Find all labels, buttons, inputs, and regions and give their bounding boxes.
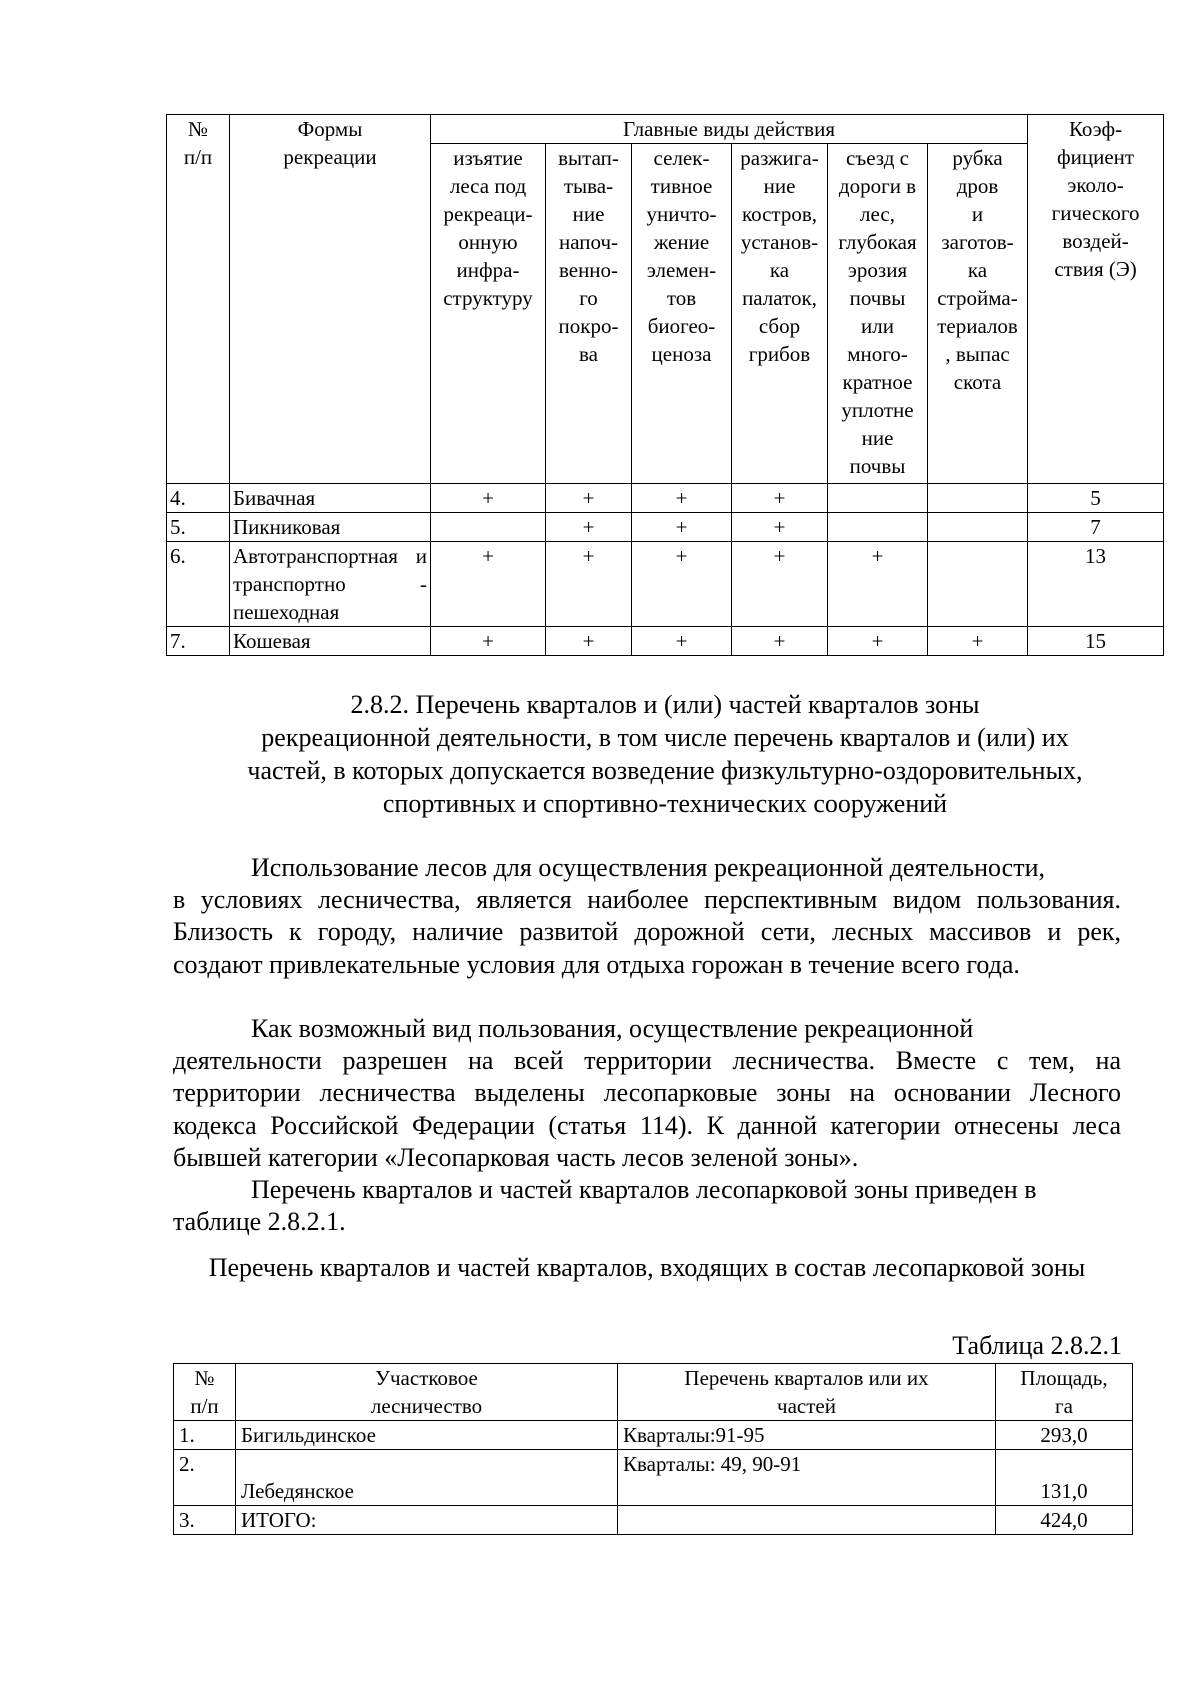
row-mark bbox=[828, 513, 928, 542]
row-num: 4. bbox=[167, 484, 230, 513]
header-coefficient: Коэф- фициент эколо- гического воздей- ствия (Э) bbox=[1028, 115, 1164, 484]
row-coefficient: 5 bbox=[1028, 484, 1164, 513]
table-row bbox=[174, 1506, 1133, 1535]
row-quarters: Кварталы:91-95 bbox=[618, 1421, 996, 1450]
paragraph-first-line: Использование лесов для осуществления рекреационной деятельности, bbox=[251, 853, 1045, 882]
row-mark: + bbox=[546, 542, 632, 627]
forest-park-quarters-table bbox=[173, 1363, 1133, 1535]
row-num: 3. bbox=[174, 1506, 236, 1535]
paragraph-text: в условиях лесничества, является наиболее перспективным видом пользования. Близость к городу, наличие развитой дорожной сети, лесных массивов и рек, создают привлекательные условия для отдыха горожан в течение всего года. bbox=[173, 885, 1121, 979]
row-num: 5. bbox=[167, 513, 230, 542]
table-row bbox=[167, 542, 1164, 627]
row-num: 1. bbox=[174, 1421, 236, 1450]
heading-line: 2.8.2. Перечень кварталов и (или) частей кварталов зоны bbox=[350, 690, 980, 719]
row-mark: + bbox=[632, 513, 732, 542]
recreation-impact-table bbox=[166, 114, 1164, 656]
header-action-3: селек- тивное уничто- жение элемен- тов биогео- ценоза bbox=[632, 144, 732, 484]
row-mark: + bbox=[732, 627, 828, 656]
row-mark: + bbox=[431, 542, 546, 627]
table-row bbox=[174, 1450, 1133, 1506]
row-mark: + bbox=[928, 627, 1028, 656]
row-mark: + bbox=[828, 627, 928, 656]
header-forms: Формы рекреации bbox=[230, 115, 431, 484]
row-mark: + bbox=[732, 484, 828, 513]
header-action-6: рубка дров и заготов- ка стройма- териалов , выпас скота bbox=[928, 144, 1028, 484]
row-mark bbox=[928, 513, 1028, 542]
row-coefficient: 7 bbox=[1028, 513, 1164, 542]
header-quarters: Перечень кварталов или их частей bbox=[618, 1364, 996, 1421]
row-mark: + bbox=[732, 513, 828, 542]
row-mark: + bbox=[546, 627, 632, 656]
header-action-4: разжига- ние костров, установ- ка палаток, сбор грибов bbox=[732, 144, 828, 484]
paragraph-first-line: Перечень кварталов и частей кварталов лесопарковой зоны приведен в bbox=[251, 1175, 1037, 1204]
row-mark: + bbox=[632, 542, 732, 627]
row-mark: + bbox=[632, 484, 732, 513]
row-mark: + bbox=[431, 484, 546, 513]
row-mark bbox=[928, 484, 1028, 513]
row-mark: + bbox=[828, 542, 928, 627]
row-mark: + bbox=[732, 542, 828, 627]
row-form: Бивачная bbox=[230, 484, 431, 513]
row-district: Лебедянское bbox=[236, 1450, 618, 1506]
paragraph-3 bbox=[173, 1174, 1121, 1238]
row-form: Кошевая bbox=[230, 627, 431, 656]
heading-line: частей, в которых допускается возведение физкультурно-оздоровительных, bbox=[247, 756, 1083, 785]
header-action-5: съезд с дороги в лес, глубокая эрозия почвы или много- кратное уплотне ние почвы bbox=[828, 144, 928, 484]
row-form: Пикниковая bbox=[230, 513, 431, 542]
table-number-label: Таблица 2.8.2.1 bbox=[952, 1331, 1122, 1360]
table-row bbox=[167, 627, 1164, 656]
row-mark: + bbox=[546, 484, 632, 513]
row-mark bbox=[431, 513, 546, 542]
section-heading bbox=[170, 688, 1160, 820]
paragraph-2 bbox=[173, 1013, 1121, 1174]
header-district: Участковое лесничество bbox=[236, 1364, 618, 1421]
header-num: № п/п bbox=[174, 1364, 236, 1421]
row-area: 293,0 bbox=[996, 1421, 1133, 1450]
header-main-actions: Главные виды действия bbox=[431, 115, 1028, 144]
header-area: Площадь, га bbox=[996, 1364, 1133, 1421]
row-num: 7. bbox=[167, 627, 230, 656]
header-action-1: изъятие леса под рекреаци- онную инфра- структуру bbox=[431, 144, 546, 484]
row-mark bbox=[828, 484, 928, 513]
paragraph-text: деятельности разрешен на всей территории лесничества. Вместе с тем, на территории лесничества выделены лесопарковые зоны на основании Лесного кодекса Российской Федерации (статья 114). К данной категории отнесены леса бывшей категории «Лесопарковая часть лесов зеленой зоны». bbox=[173, 1046, 1121, 1172]
row-area: 424,0 bbox=[996, 1506, 1133, 1535]
table-row bbox=[167, 513, 1164, 542]
row-area: 131,0 bbox=[996, 1450, 1133, 1506]
paragraph-first-line: Как возможный вид пользования, осуществление рекреационной bbox=[251, 1014, 974, 1043]
row-form: Автотранспортная и транспортно - пешеходная bbox=[230, 542, 431, 627]
table-caption: Перечень кварталов и частей кварталов, входящих в состав лесопарковой зоны bbox=[208, 1253, 1086, 1282]
row-mark: + bbox=[431, 627, 546, 656]
paragraph-text: таблице 2.8.2.1. bbox=[173, 1207, 346, 1237]
row-num: 6. bbox=[167, 542, 230, 627]
header-num: № п/п bbox=[167, 115, 230, 484]
row-mark: + bbox=[546, 513, 632, 542]
row-district: Бигильдинское bbox=[236, 1421, 618, 1450]
heading-line: спортивных и спортивно-технических сооружений bbox=[382, 789, 948, 818]
row-mark: + bbox=[632, 627, 732, 656]
paragraph-1 bbox=[173, 852, 1121, 981]
row-coefficient: 15 bbox=[1028, 627, 1164, 656]
row-mark bbox=[928, 542, 1028, 627]
table-row bbox=[174, 1421, 1133, 1450]
table-row bbox=[167, 484, 1164, 513]
row-num: 2. bbox=[174, 1450, 236, 1506]
row-coefficient: 13 bbox=[1028, 542, 1164, 627]
heading-line: рекреационной деятельности, в том числе перечень кварталов и (или) их bbox=[261, 723, 1069, 752]
row-quarters bbox=[618, 1506, 996, 1535]
header-action-2: вытап- тыва- ние напоч- венно- го покро- ва bbox=[546, 144, 632, 484]
row-quarters: Кварталы: 49, 90-91 bbox=[618, 1450, 996, 1506]
row-district: ИТОГО: bbox=[236, 1506, 618, 1535]
